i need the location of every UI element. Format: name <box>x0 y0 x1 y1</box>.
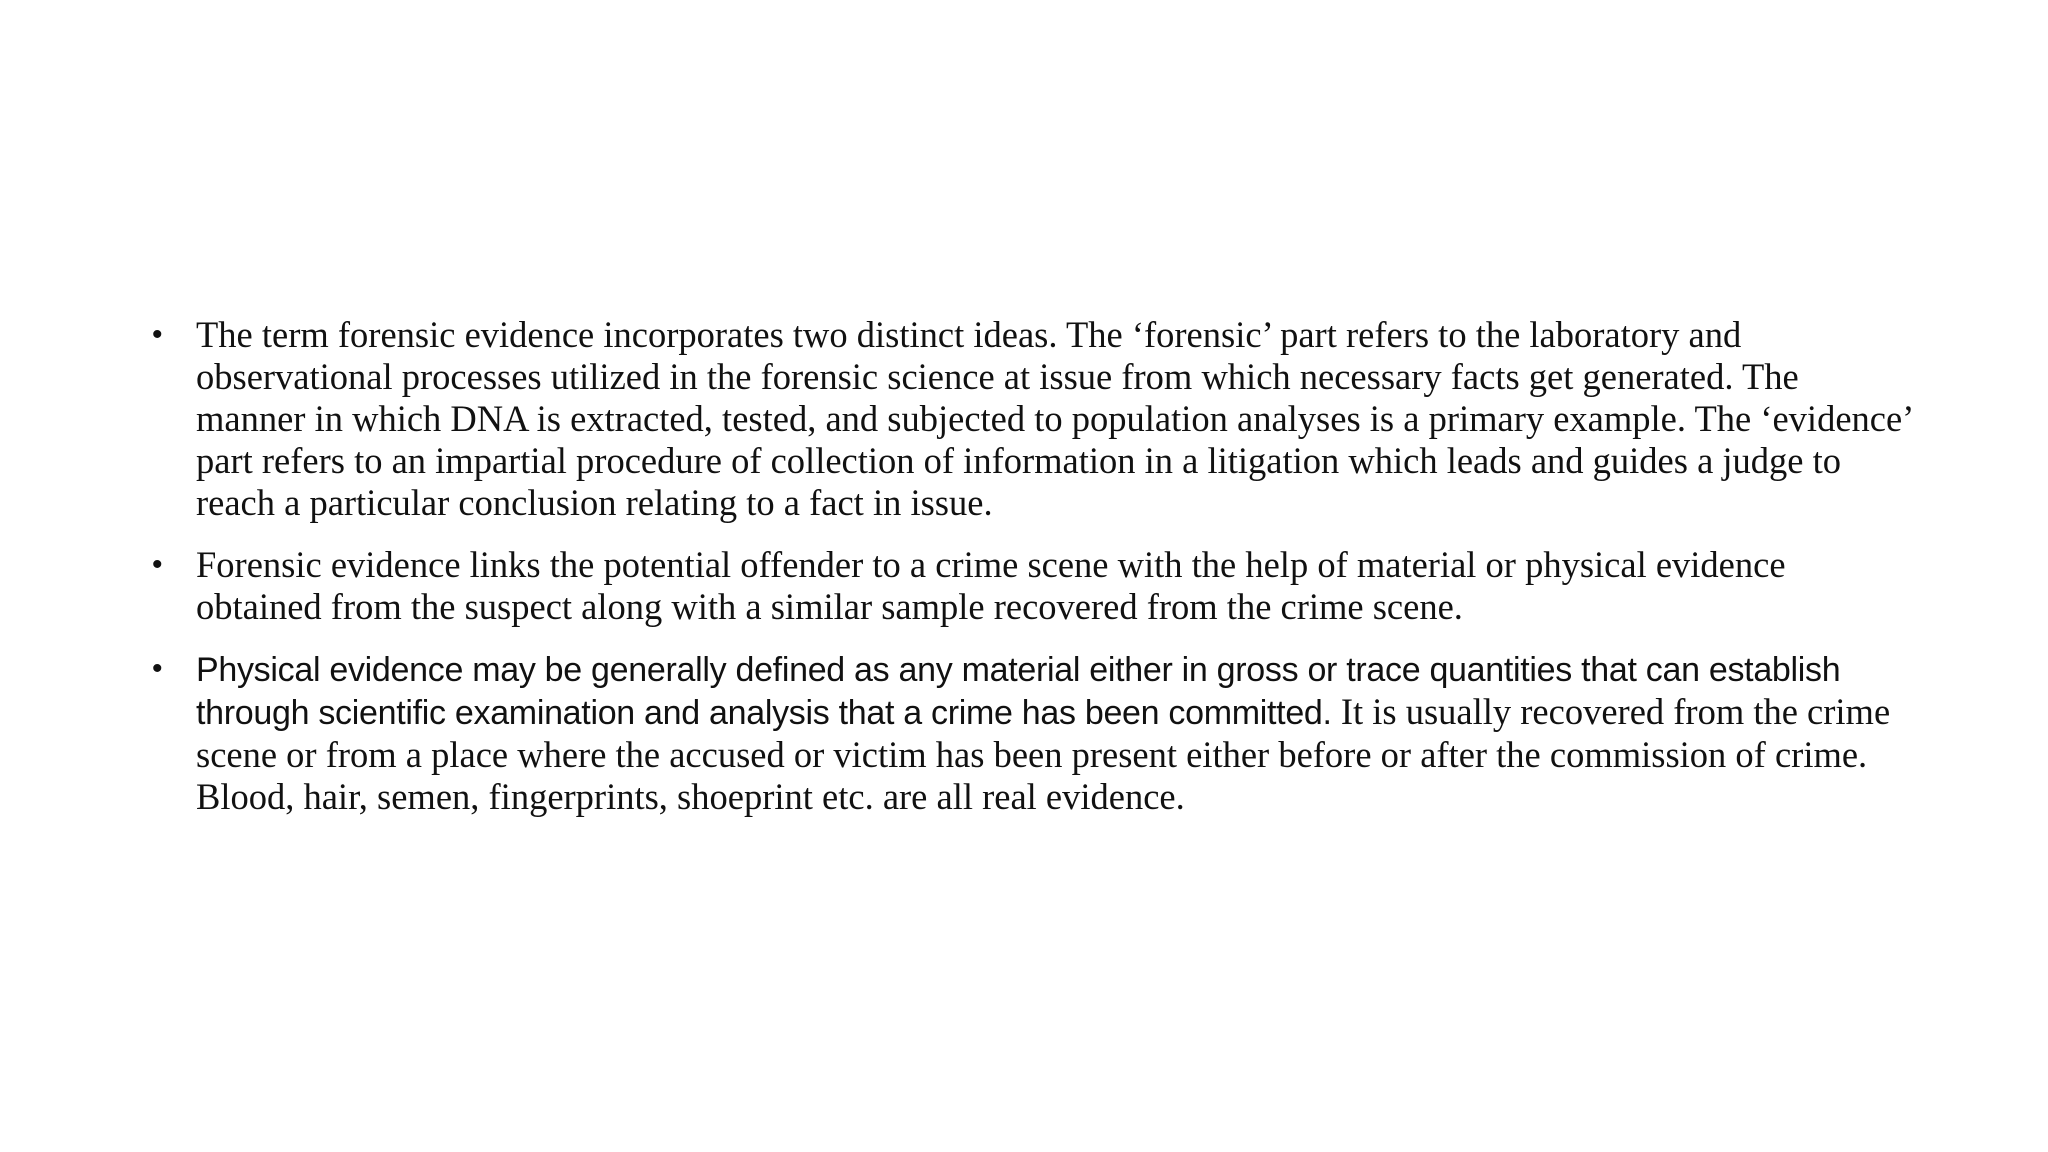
bullet-item <box>152 648 1912 818</box>
bullet-icon: • <box>152 318 163 351</box>
bullet-text: Forensic evidence links the potential offender to a crime scene with the help of material or physical evidence obtained from the suspect along with a similar sample recovered from the crime scene. <box>196 544 1786 627</box>
bullet-icon: • <box>152 652 163 685</box>
bullet-item <box>152 544 1912 628</box>
bullet-list <box>152 314 1912 838</box>
bullet-icon: • <box>152 548 163 581</box>
bullet-text-sans: Physical evidence may be generally defined as any material either in gross or trace quantities that can establish through scientific examination and analysis that a crime has been committed. <box>196 651 1841 732</box>
bullet-text: The term forensic evidence incorporates two distinct ideas. The ‘forensic’ part refers to the laboratory and observational processes utilized in the forensic science at issue from which necessary facts get generated. The manner in which DNA is extracted, tested, and subjected to population analyses is a primary example. The ‘evidence’ part refers to an impartial procedure of collection of information in a litigation which leads and guides a judge to reach a particular conclusion relating to a fact in issue. <box>196 314 1912 523</box>
bullet-text-serif: It is usually recovered from the crime scene or from a place where the accused or victim has been present either before or after the commission of crime. Blood, hair, semen, fingerprints, shoeprint etc. are all real evidence. <box>196 691 1891 817</box>
bullet-item <box>152 314 1912 524</box>
